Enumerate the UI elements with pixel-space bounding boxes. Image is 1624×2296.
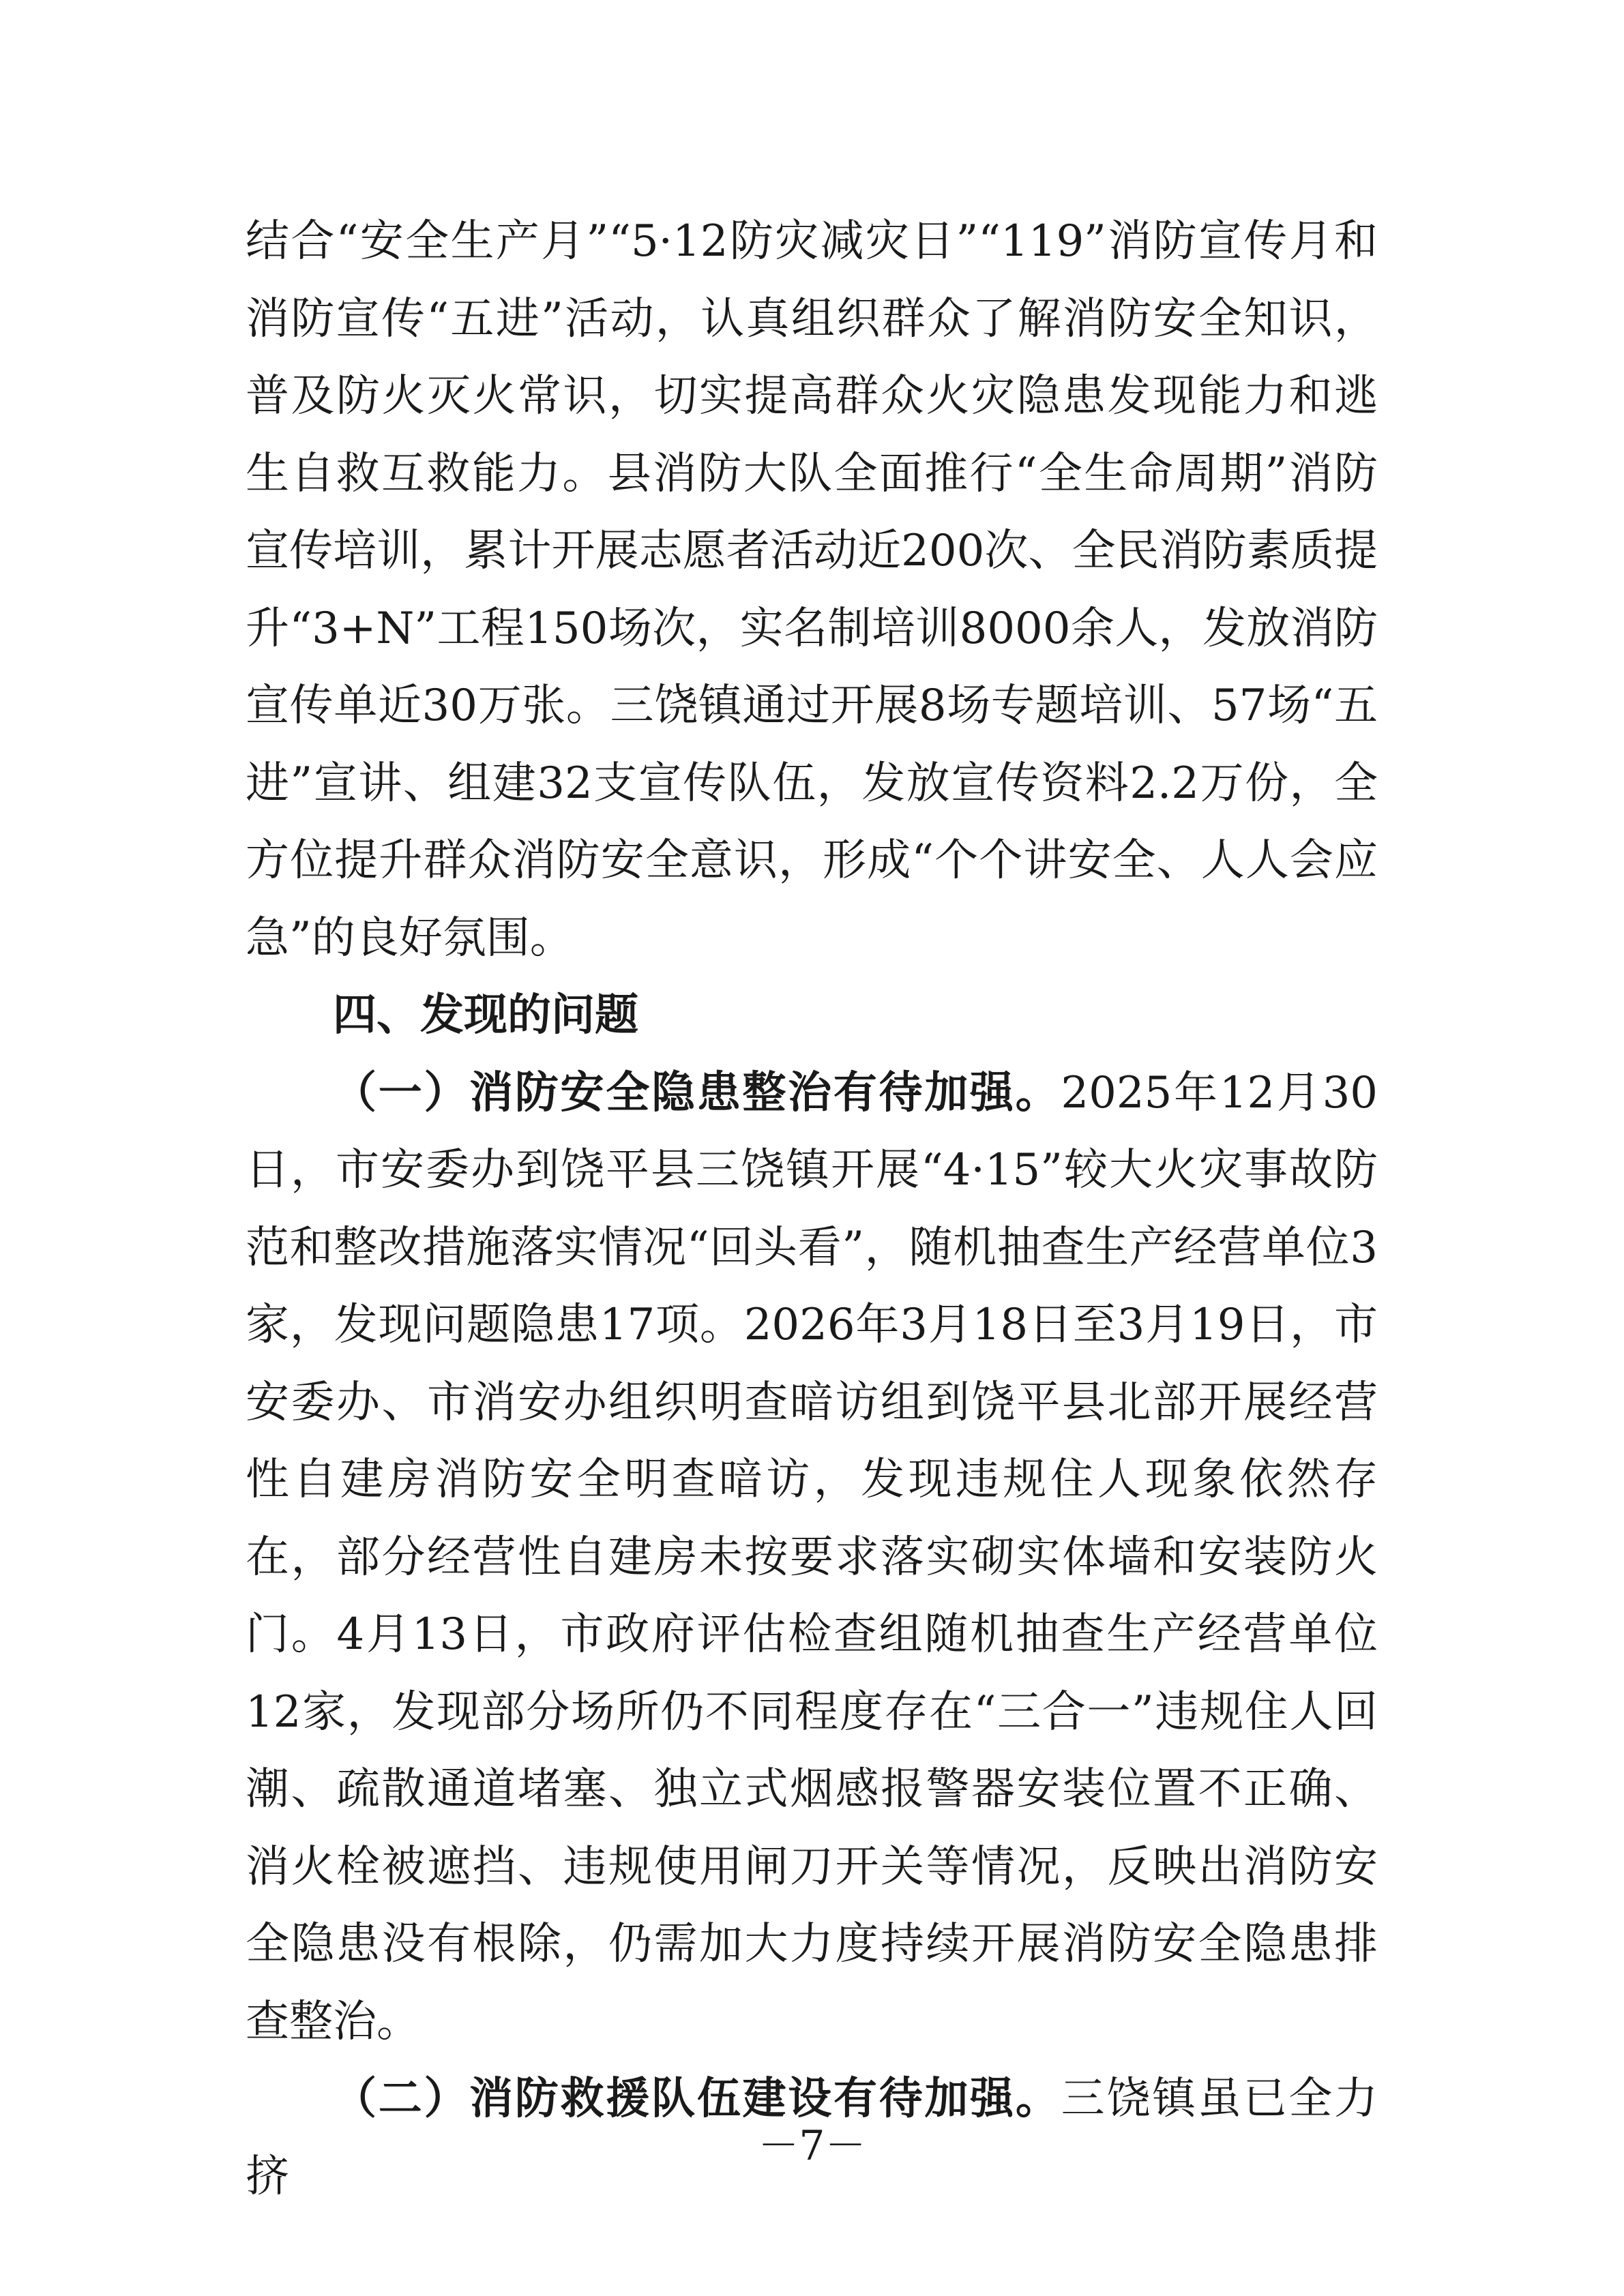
subsection-text-1: 2025年12月30日，市安委办到饶平县三饶镇开展“4·15”较大火灾事故防范和整改措施落实情况“回头看”，随机抽查生产经营单位3家，发现问题隐患17项。2026年3月18日至3月19日，市安委办、市消安办组织明查暗访组到饶平县北部开展经营性自建房消防安全明查暗访，发现违规住人现象依然存在，部分经营性自建房未按要求落实砌实体墙和安装防火门。4月13日，市政府评估检查组随机抽查生产经营单位12家，发现部分场所仍不同程度存在“三合一”违规住人回潮、疏散通道堵塞、独立式烟感报警器安装位置不正确、消火栓被遮挡、违规使用闸刀开关等情况，反映出消防安全隐患没有根除，仍需加大力度持续开展消防安全隐患排查整治。 xyxy=(246,1067,1378,2047)
subsection-paragraph-1 xyxy=(246,1055,1378,2061)
subsection-title-2: （二）消防救援队伍建设有待加强。 xyxy=(333,2074,1061,2124)
document-body xyxy=(246,203,1378,2216)
section-heading: 四、发现的问题 xyxy=(333,990,638,1041)
subsection-title-1: （一）消防安全隐患整治有待加强。 xyxy=(333,1067,1061,1118)
page-number: －7－ xyxy=(758,2122,866,2170)
paragraph-continuation: 结合“安全生产月”“5·12防灾减灾日”“119”消防宣传月和消防宣传“五进”活动，认真组织群众了解消防安全知识，普及防火灭火常识，切实提高群众火灾隐患发现能力和逃生自救互救能力。县消防大队全面推行“全生命周期”消防宣传培训，累计开展志愿者活动近200次、全民消防素质提升“3+N”工程150场次，实名制培训8000余人，发放消防宣传单近30万张。三饶镇通过开展8场专题培训、57场“五进”宣讲、组建32支宣传队伍，发放宣传资料2.2万份，全方位提升群众消防安全意识，形成“个个讲安全、人人会应急”的良好氛围。 xyxy=(246,216,1378,964)
subsection-text-2: 三饶镇虽已全力挤 xyxy=(246,2074,1378,2202)
